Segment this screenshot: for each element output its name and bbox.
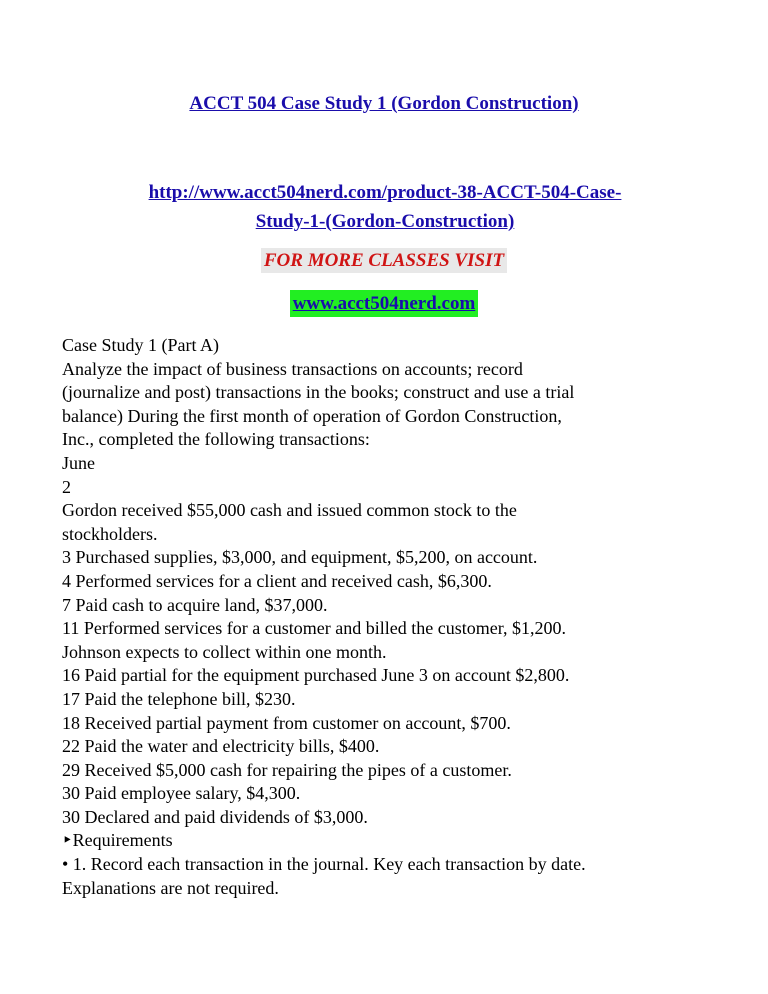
body-line: 4 Performed services for a client and received cash, $6,300.: [62, 570, 492, 591]
body-line: Johnson expects to collect within one month.: [62, 641, 387, 662]
body-line: 17 Paid the telephone bill, $230.: [62, 688, 296, 709]
site-link[interactable]: www.acct504nerd.com: [292, 293, 476, 314]
body-line: 29 Received $5,000 cash for repairing the pipes of a customer.: [62, 759, 512, 780]
body-line: 7 Paid cash to acquire land, $37,000.: [62, 594, 328, 615]
promo-text: FOR MORE CLASSES VISIT: [261, 248, 507, 273]
body-line: Explanations are not required.: [62, 877, 279, 898]
site-banner: [0, 290, 768, 317]
body-line: 30 Declared and paid dividends of $3,000.: [62, 806, 368, 827]
body-line: 30 Paid employee salary, $4,300.: [62, 783, 301, 804]
body-line: Analyze the impact of business transactions on accounts; record: [62, 358, 523, 379]
body-line: Gordon received $55,000 cash and issued common stock to the: [62, 500, 517, 521]
body-line: 3 Purchased supplies, $3,000, and equipment, $5,200, on account.: [62, 547, 538, 568]
body-line: stockholders.: [62, 523, 158, 544]
requirement-item: • 1. Record each transaction in the journal. Key each transaction by date.: [62, 854, 586, 875]
body-line: 22 Paid the water and electricity bills, $400.: [62, 736, 380, 757]
case-study-body: [62, 334, 722, 900]
product-url-line-1: http://www.acct504nerd.com/product-38-ACCT-504-Case-: [148, 182, 622, 203]
title-link[interactable]: ACCT 504 Case Study 1 (Gordon Construction): [189, 93, 579, 114]
requirements-heading: ‣Requirements: [62, 830, 173, 851]
document-title: [0, 93, 768, 115]
body-line: balance) During the first month of operation of Gordon Construction,: [62, 405, 562, 426]
body-line: 2: [62, 476, 71, 497]
body-line: Inc., completed the following transactions:: [62, 429, 370, 450]
product-url-line-2: Study-1-(Gordon-Construction): [255, 211, 515, 232]
body-line: 11 Performed services for a customer and billed the customer, $1,200.: [62, 618, 566, 639]
product-url-link[interactable]: [149, 182, 622, 232]
body-line: 16 Paid partial for the equipment purchased June 3 on account $2,800.: [62, 665, 570, 686]
product-url-block: [90, 178, 680, 236]
body-line: June: [62, 452, 95, 473]
body-line: (journalize and post) transactions in the books; construct and use a trial: [62, 382, 575, 403]
promo-banner: [0, 248, 768, 273]
site-highlight: [290, 290, 479, 317]
body-line: 18 Received partial payment from customer on account, $700.: [62, 712, 511, 733]
body-line: Case Study 1 (Part A): [62, 335, 219, 355]
